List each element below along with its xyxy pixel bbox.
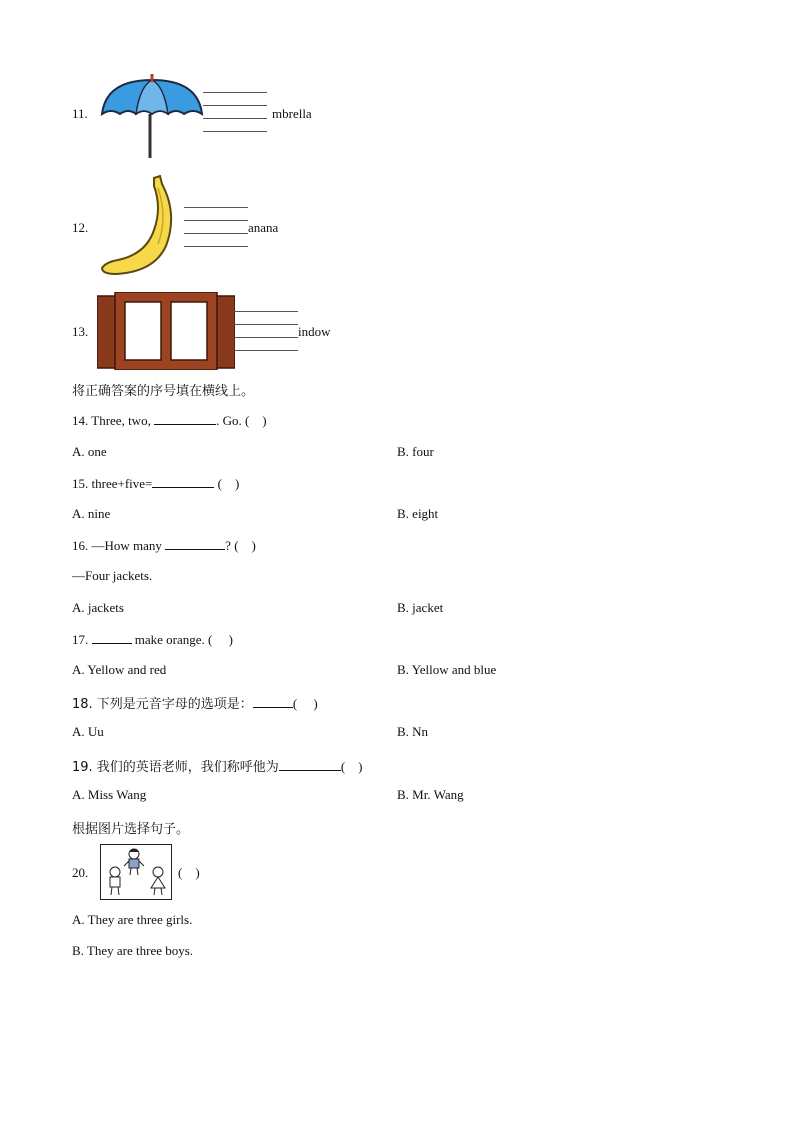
three-kids-picture bbox=[100, 844, 172, 900]
option-a[interactable]: A. one bbox=[72, 444, 107, 459]
question-text: . Go. ( bbox=[216, 413, 250, 428]
banana-icon bbox=[98, 174, 180, 278]
blank-line[interactable] bbox=[184, 233, 248, 234]
question-17 bbox=[72, 631, 233, 648]
blank-line bbox=[184, 220, 248, 221]
option-a[interactable]: A. Miss Wang bbox=[72, 787, 147, 802]
option-b[interactable]: B. eight bbox=[397, 506, 439, 521]
q12-number: 12. bbox=[72, 220, 89, 235]
question-text: 17. bbox=[72, 632, 89, 647]
blank-line bbox=[234, 311, 298, 312]
option-b[interactable]: B. Nn bbox=[397, 724, 429, 739]
question-15 bbox=[72, 475, 239, 492]
answer-blank[interactable] bbox=[253, 695, 293, 708]
answer-paren[interactable]: ( ) bbox=[178, 865, 200, 880]
paren-close: ) bbox=[262, 413, 267, 428]
q13-number: 13. bbox=[72, 324, 89, 339]
question-19 bbox=[72, 756, 363, 775]
paren-close: ) bbox=[358, 759, 363, 774]
option-b[interactable]: B. They are three boys. bbox=[72, 943, 194, 958]
paren-close: ) bbox=[313, 696, 318, 711]
section-instruction: 将正确答案的序号填在横线上。 bbox=[72, 384, 255, 399]
answer-blank[interactable] bbox=[152, 475, 214, 488]
option-a[interactable]: A. Yellow and red bbox=[72, 662, 167, 677]
q11-suffix: mbrella bbox=[272, 106, 312, 121]
q20-number: 20. bbox=[72, 865, 89, 880]
paren-close: ) bbox=[251, 538, 256, 553]
question-18 bbox=[72, 693, 318, 712]
blank-line[interactable] bbox=[234, 337, 298, 338]
blank-line bbox=[234, 350, 298, 351]
section-instruction: 根据图片选择句子。 bbox=[72, 822, 190, 837]
option-a[interactable]: A. nine bbox=[72, 506, 111, 521]
question-text: 15. three+five= bbox=[72, 476, 153, 491]
blank-line bbox=[203, 92, 267, 93]
blank-line bbox=[184, 246, 248, 247]
question-text: ( bbox=[217, 476, 222, 491]
question-text: 19. 我们的英语老师，我们称呼他为 bbox=[72, 760, 279, 775]
question-text: 18. 下列是元音字母的选项是： bbox=[72, 697, 253, 712]
answer-blank[interactable] bbox=[165, 537, 225, 550]
paren-close: ) bbox=[228, 632, 233, 647]
question-16 bbox=[72, 537, 256, 554]
q11-number: 11. bbox=[72, 106, 88, 121]
option-a[interactable]: A. jackets bbox=[72, 600, 124, 615]
blank-line[interactable] bbox=[203, 118, 267, 119]
question-text: ( bbox=[292, 696, 298, 711]
question-text: 14. Three, two, bbox=[72, 413, 151, 428]
q12-suffix: anana bbox=[248, 220, 279, 235]
option-a[interactable]: A. They are three girls. bbox=[72, 912, 193, 927]
answer-blank[interactable] bbox=[279, 758, 341, 771]
option-a[interactable]: A. Uu bbox=[72, 724, 104, 739]
blank-line bbox=[203, 105, 267, 106]
option-b[interactable]: B. Yellow and blue bbox=[397, 662, 497, 677]
question-text: make orange. ( bbox=[134, 632, 213, 647]
option-b[interactable]: B. jacket bbox=[397, 600, 444, 615]
blank-line bbox=[234, 324, 298, 325]
question-text: ( bbox=[340, 759, 346, 774]
q13-suffix: indow bbox=[298, 324, 331, 339]
option-b[interactable]: B. four bbox=[397, 444, 434, 459]
question-text: 16. —How many bbox=[72, 538, 162, 553]
blank-line bbox=[203, 131, 267, 132]
question-14 bbox=[72, 412, 267, 429]
option-b[interactable]: B. Mr. Wang bbox=[397, 787, 464, 802]
window-icon bbox=[97, 292, 235, 370]
answer-blank[interactable] bbox=[154, 412, 216, 425]
question-text: ? ( bbox=[225, 538, 239, 553]
blank-line bbox=[184, 207, 248, 208]
dialogue-answer: —Four jackets. bbox=[72, 568, 153, 583]
umbrella-icon bbox=[100, 74, 204, 160]
answer-blank[interactable] bbox=[92, 631, 132, 644]
paren-close: ) bbox=[234, 476, 240, 491]
